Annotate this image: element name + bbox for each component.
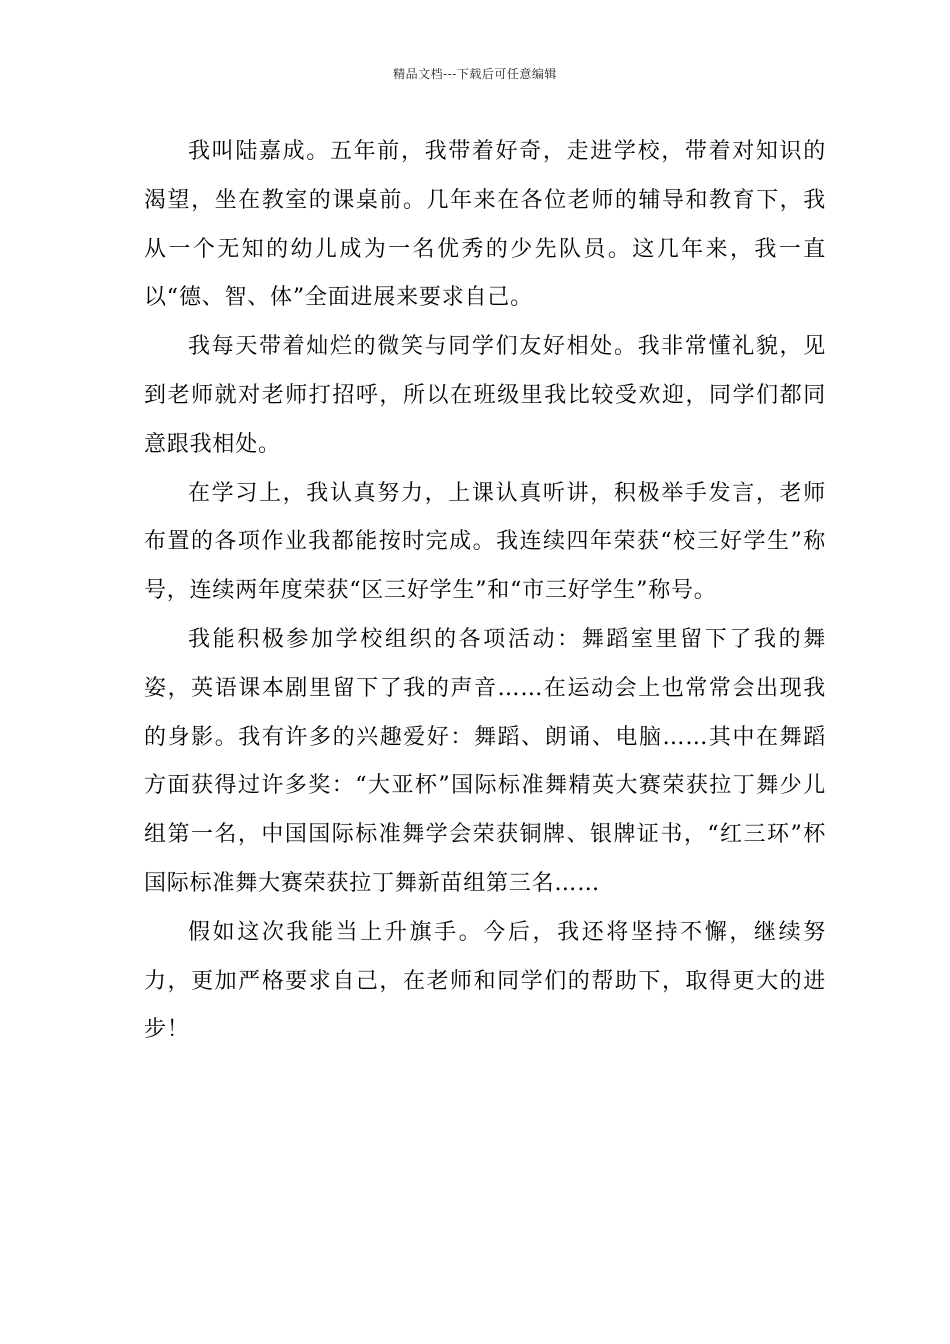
paragraph-5: 假如这次我能当上升旗手。今后，我还将坚持不懈，继续努力，更加严格要求自己，在老师和同学们的帮助下，取得更大的进步！ <box>144 919 826 1043</box>
paragraph-2: 我每天带着灿烂的微笑与同学们友好相处。我非常懂礼貌，见到老师就对老师打招呼，所以在班级里我比较受欢迎，同学们都同意跟我相处。 <box>144 334 826 457</box>
page-header: 精品文档---下载后可任意编辑 <box>393 67 557 81</box>
paragraph-3: 在学习上，我认真努力，上课认真听讲，积极举手发言，老师布置的各项作业我都能按时完成。我连续四年荣获“校三好学生”称号，连续两年度荣获“区三好学生”和“市三好学生”称号。 <box>144 480 826 604</box>
document-body <box>144 128 826 1055</box>
paragraph-1: 我叫陆嘉成。五年前，我带着好奇，走进学校，带着对知识的渴望，坐在教室的课桌前。几年来在各位老师的辅导和教育下，我从一个无知的幼儿成为一名优秀的少先队员。这几年来，我一直以“德、智、体”全面进展来要求自己。 <box>144 139 826 311</box>
paragraph-4: 我能积极参加学校组织的各项活动：舞蹈室里留下了我的舞姿，英语课本剧里留下了我的声音……在运动会上也常常会出现我的身影。我有许多的兴趣爱好：舞蹈、朗诵、电脑……其中在舞蹈方面获得过许多奖：“大亚杯”国际标准舞精英大赛荣获拉丁舞少儿组第一名，中国国际标准舞学会荣获铜牌、银牌证书，“红三环”杯国际标准舞大赛荣获拉丁舞新苗组第三名…… <box>144 626 826 896</box>
